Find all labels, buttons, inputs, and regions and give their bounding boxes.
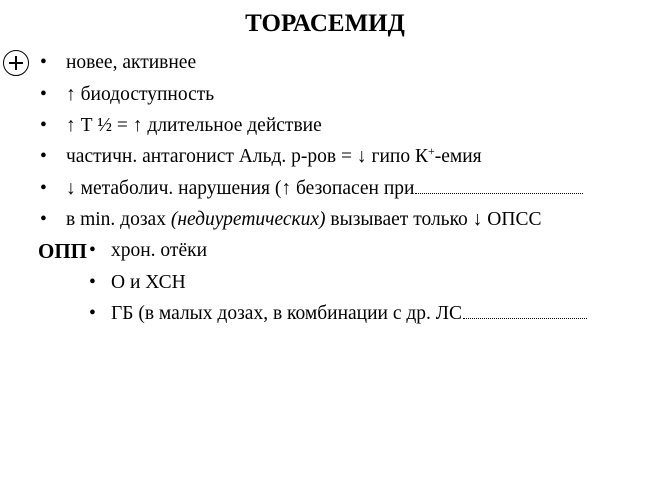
item-text: ↑ биодоступность [66, 84, 215, 105]
item-text: хрон. отёки [111, 240, 208, 261]
item-text-part: вызывает только ↓ ОПСС [325, 209, 542, 230]
slide-title: ТОРАСЕМИД [245, 10, 405, 37]
list-item [40, 82, 214, 108]
list-item [40, 176, 583, 202]
opp-label: ОПП [38, 239, 88, 263]
item-text-part: -емия [434, 146, 482, 167]
item-text-part: частичн. антагонист Альд. р-ров = ↓ гипо К [66, 146, 428, 167]
plus-circle-icon [3, 50, 29, 76]
list-item [89, 301, 587, 327]
superscript-plus: + [427, 144, 435, 158]
list-item [40, 50, 196, 76]
bullet: • [89, 303, 96, 324]
item-text: новее, активнее [66, 52, 197, 73]
list-item [89, 238, 207, 264]
list-item [40, 207, 542, 233]
bullet: • [40, 178, 47, 199]
bullet: • [40, 52, 47, 73]
item-text: ↓ метаболич. нарушения (↑ безопасен при [66, 178, 415, 199]
list-item [89, 270, 186, 296]
item-text: О и ХСН [111, 272, 186, 293]
bullet: • [40, 146, 47, 167]
list-item [40, 113, 322, 139]
dotted-fill-line [415, 192, 583, 194]
dotted-fill-line [463, 317, 587, 319]
bullet: • [40, 84, 47, 105]
bullet: • [40, 209, 47, 230]
bullet: • [40, 115, 47, 136]
list-item [40, 144, 482, 170]
bullet: • [89, 272, 96, 293]
bullet: • [89, 240, 96, 261]
item-text: ↑ Т ½ = ↑ длительное действие [66, 115, 322, 136]
item-text-part: в min. дозах [66, 209, 171, 230]
item-text: ГБ (в малых дозах, в комбинации с др. ЛС [111, 303, 463, 324]
item-text-italic: (недиуретических) [170, 209, 326, 230]
